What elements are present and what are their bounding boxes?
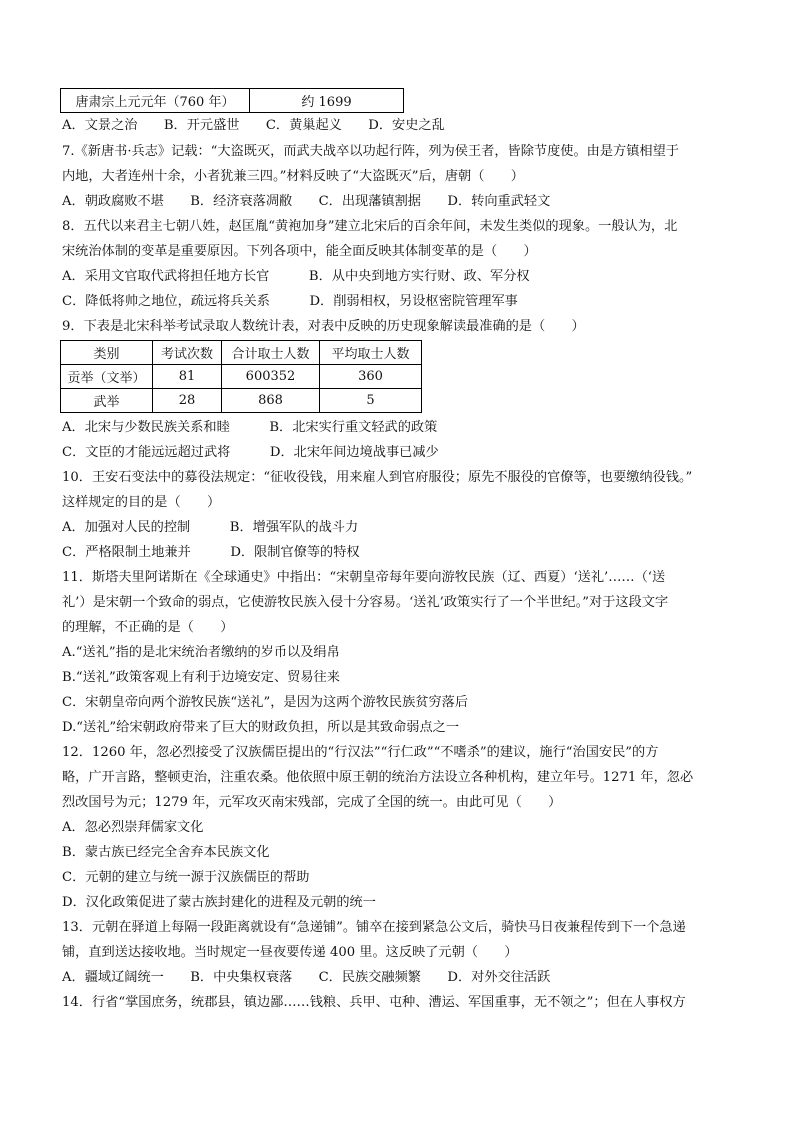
table-row	[61, 389, 422, 413]
text-line: B.“送礼”政策客观上有利于边境安定、贸易往来	[62, 670, 340, 685]
table-cell: 5	[320, 389, 422, 413]
table-cell: 868	[222, 389, 320, 413]
table-row	[61, 89, 404, 113]
text-line: A．忽必烈崇拜儒家文化	[62, 820, 204, 835]
table-cell: 360	[320, 365, 422, 389]
text-line: D．汉化政策促进了蒙古族封建化的进程及元朝的统一	[62, 895, 376, 910]
table-cell: 贡举（文举）	[61, 365, 153, 389]
table-row	[61, 365, 422, 389]
text-line: 10．王安石变法中的募役法规定：“征收役钱，用来雇人到官府服役；原先不服役的官僚等，也要缴纳役钱。”	[62, 470, 693, 485]
reign-table	[60, 88, 404, 113]
table-cell: 武举	[61, 389, 153, 413]
text-line: A．北宋与少数民族关系和睦 B．北宋实行重文轻武的政策	[62, 420, 438, 435]
table-header-row	[61, 341, 422, 365]
text-line: A．朝政腐败不堪 B．经济衰落凋敝 C．出现藩镇割据 D．转向重武轻文	[62, 194, 551, 209]
text-line: 铺，直到送达接收地。当时规定一昼夜要传递 400 里。这反映了元朝（ ）	[62, 945, 518, 960]
text-line: 内地，大者连州十余，小者犹兼三四。”材料反映了“大盗既灭”后，唐朝（ ）	[62, 169, 524, 184]
text-line: C．宋朝皇帝向两个游牧民族“送礼”，是因为这两个游牧民族贫穷落后	[62, 695, 469, 710]
text-line: C．降低将帅之地位，疏远将兵关系 D．削弱相权，另设枢密院管理军事	[62, 294, 518, 309]
table-cell: 600352	[222, 365, 320, 389]
table-header-cell: 平均取士人数	[320, 341, 422, 365]
text-line: 略，广开言路，整顿吏治，注重农桑。他依照中原王朝的统治方法设立各种机构，建立年号。1271 年，忽必	[62, 770, 694, 785]
text-line: 烈改国号为元；1279 年，元军攻灭南宋残部，完成了全国的统一。由此可见（ ）	[62, 795, 562, 810]
text-line: A．文景之治 B．开元盛世 C．黄巢起义 D．安史之乱	[62, 118, 445, 133]
text-line: B．蒙古族已经完全舍弃本民族文化	[62, 845, 270, 860]
text-line: D.“送礼”给宋朝政府带来了巨大的财政负担，所以是其致命弱点之一	[62, 720, 460, 735]
text-line: 11．斯塔夫里阿诺斯在《全球通史》中指出：“宋朝皇帝每年要向游牧民族（辽、西夏）‘送礼’……（‘送	[62, 570, 666, 585]
table-cell: 28	[153, 389, 222, 413]
exam-table	[60, 340, 422, 413]
table-cell: 约 1699	[250, 89, 404, 113]
text-line: 宋统治体制的变革是重要原因。下列各项中，能全面反映其体制变革的是（ ）	[62, 244, 537, 259]
text-line: A.“送礼”指的是北宋统治者缴纳的岁币以及绢帛	[62, 645, 340, 660]
text-line: 7.《新唐书·兵志》记载：“大盗既灭，而武夫战卒以功起行阵，列为侯王者，皆除节度使。由是方镇相望于	[62, 144, 679, 159]
text-line: 14．行省“掌国庶务，统郡县，镇边鄙……钱粮、兵甲、屯种、漕运、军国重事，无不领之”；但在人事权方	[62, 995, 686, 1010]
table-header-cell: 考试次数	[153, 341, 222, 365]
text-line: 8．五代以来君主七朝八姓，赵匡胤“黄袍加身”建立北宋后的百余年间，未发生类似的现象。一般认为，北	[62, 219, 678, 234]
table-header-cell: 类别	[61, 341, 153, 365]
text-line: A．加强对人民的控制 B．增强军队的战斗力	[62, 520, 359, 535]
text-line: A．疆域辽阔统一 B．中央集权衰落 C．民族交融频繁 D．对外交往活跃	[62, 970, 551, 985]
text-line: 9．下表是北宋科举考试录取人数统计表，对表中反映的历史现象解读最准确的是（ ）	[62, 319, 585, 334]
text-line: 这样规定的目的是（ ）	[62, 495, 221, 510]
text-line: 13．元朝在驿道上每隔一段距离就设有“急递铺”。铺卒在接到紧急公文后，骑快马日夜兼程传到下一个急递	[62, 920, 686, 935]
table-header-cell: 合计取士人数	[222, 341, 320, 365]
text-line: A．采用文官取代武将担任地方长官 B．从中央到地方实行财、政、军分权	[62, 269, 530, 284]
text-line: C．文臣的才能远远超过武将 D．北宋年间边境战事已减少	[62, 445, 439, 460]
table-cell: 81	[153, 365, 222, 389]
text-line: C．元朝的建立与统一源于汉族儒臣的帮助	[62, 870, 310, 885]
table-cell: 唐肃宗上元元年（760 年）	[61, 89, 250, 113]
text-line: C．严格限制土地兼并 D．限制官僚等的特权	[62, 545, 360, 560]
text-line: 12．1260 年，忽必烈接受了汉族儒臣提出的“行汉法”“行仁政”“不嗜杀”的建议，施行“治国安民”的方	[62, 745, 659, 760]
text-line: 的理解，不正确的是（ ）	[62, 620, 234, 635]
text-line: 礼’）是宋朝一个致命的弱点，它使游牧民族入侵十分容易。‘送礼’政策实行了一个半世纪。”对于这段文字	[62, 595, 669, 610]
